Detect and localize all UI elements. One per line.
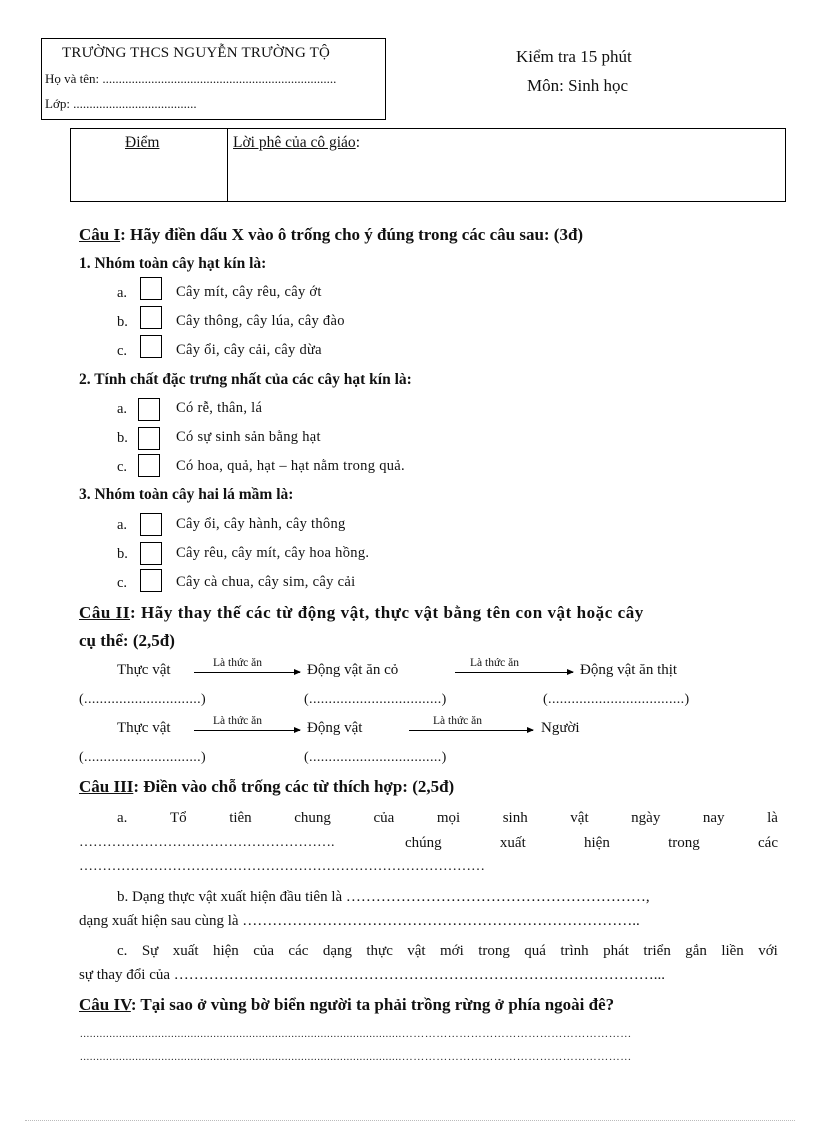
section-2-heading: Câu II: Hãy thay thế các từ động vật, thực vật bằng tên con vật hoặc cây [79, 603, 644, 622]
answer-blank[interactable]: (..................................) [304, 750, 447, 765]
option-text: Cây ổi, cây cải, cây dừa [176, 342, 322, 358]
score-label: Điểm [125, 134, 160, 151]
option-text: Cây thông, cây lúa, cây đào [176, 313, 345, 329]
option-text: Có hoa, quả, hạt – hạt nằm trong quả. [176, 458, 405, 474]
answer-blank[interactable]: (...................................) [543, 692, 690, 707]
arrow-label: Là thức ăn [213, 657, 263, 669]
answer-checkbox[interactable] [140, 277, 162, 300]
answer-blank[interactable]: (..................................) [304, 692, 447, 707]
option-text: Có rễ, thân, lá [176, 400, 263, 416]
answer-checkbox[interactable] [140, 542, 162, 565]
option-text: Có sự sinh sản bằng hạt [176, 429, 321, 445]
arrow-label: Là thức ăn [213, 715, 263, 727]
page-bottom-divider [25, 1120, 795, 1121]
option-letter: c. [117, 459, 128, 475]
chain-node: Người [541, 720, 580, 736]
arrow-icon [194, 730, 300, 731]
answer-line[interactable]: ...................................................................................................…………………………………………………… [80, 1051, 632, 1063]
answer-checkbox[interactable] [138, 454, 160, 477]
chain-node: Động vật ăn thịt [580, 662, 678, 678]
score-comment-table [70, 128, 786, 202]
chain-node: Thực vật [117, 662, 171, 678]
option-letter: a. [117, 401, 128, 417]
exam-title: Kiểm tra 15 phút [516, 47, 632, 66]
arrow-label: Là thức ăn [433, 715, 483, 727]
section-3c-line-cont[interactable]: sự thay đổi của ……………………………………………………………………………………... [79, 967, 666, 983]
answer-line[interactable]: ...................................................................................................…………………………………………………… [80, 1028, 632, 1040]
section-3c-line: c. Sự xuất hiện của các dạng thực vật mới trong quá trình phát triển gắn liền với [117, 943, 778, 959]
class-field[interactable]: Lớp: ...................................... [45, 96, 197, 111]
question-1-prompt: 1. Nhóm toàn cây hạt kín là: [79, 255, 267, 272]
question-3-prompt: 3. Nhóm toàn cây hai lá mầm là: [79, 486, 294, 503]
option-letter: c. [117, 343, 128, 359]
option-letter: a. [117, 517, 128, 533]
option-letter: c. [117, 575, 128, 591]
arrow-label: Là thức ăn [470, 657, 520, 669]
option-text: Cây rêu, cây mít, cây hoa hồng. [176, 545, 370, 561]
option-letter: a. [117, 285, 128, 301]
table-divider [227, 128, 228, 202]
answer-blank[interactable]: (..............................) [79, 750, 207, 765]
answer-blank[interactable]: …………………………………………………………………………… [79, 859, 485, 874]
section-3-heading: Câu III: Điền vào chỗ trống các từ thích hợp: (2,5đ) [79, 777, 455, 796]
section-3a-line: a. Tổ tiên chung của mọi sinh vật ngày nay là [117, 810, 778, 826]
answer-blank[interactable]: ………………………………………………. [79, 835, 335, 850]
answer-checkbox[interactable] [140, 513, 162, 536]
arrow-icon [194, 672, 300, 673]
answer-checkbox[interactable] [138, 427, 160, 450]
student-name-field[interactable]: Họ và tên: ........................................................................ [45, 71, 337, 86]
chain-node: Động vật ăn cỏ [307, 662, 399, 678]
arrow-icon [409, 730, 533, 731]
option-text: Cây ổi, cây hành, cây thông [176, 516, 346, 532]
section-3a-line-cont: chúng xuất hiện trong các [405, 835, 778, 851]
section-3b-line-cont[interactable]: dạng xuất hiện sau cùng là …………………………………………………………………….. [79, 913, 640, 929]
chain-node: Động vật [307, 720, 363, 736]
option-text: Cây cà chua, cây sim, cây cải [176, 574, 356, 590]
section-1-heading: Câu I: Hãy điền dấu X vào ô trống cho ý đúng trong các câu sau: (3đ) [79, 225, 584, 244]
section-2-heading-cont: cụ thể: (2,5đ) [79, 631, 175, 650]
chain-node: Thực vật [117, 720, 171, 736]
comment-label: Lời phê của cô giáo: [233, 134, 360, 151]
answer-checkbox[interactable] [140, 335, 162, 358]
option-letter: b. [117, 546, 128, 562]
exam-subject: Môn: Sinh học [527, 76, 629, 95]
section-4-heading: Câu IV: Tại sao ở vùng bờ biển người ta phải trồng rừng ở phía ngoài đê? [79, 995, 615, 1014]
option-letter: b. [117, 430, 128, 446]
option-text: Cây mít, cây rêu, cây ớt [176, 284, 322, 300]
arrow-icon [455, 672, 573, 673]
answer-blank[interactable]: (..............................) [79, 692, 207, 707]
school-name: TRƯỜNG THCS NGUYỄN TRƯỜNG TỘ [62, 45, 331, 61]
answer-checkbox[interactable] [140, 569, 162, 592]
question-2-prompt: 2. Tính chất đặc trưng nhất của các cây hạt kín là: [79, 371, 412, 388]
answer-checkbox[interactable] [138, 398, 160, 421]
answer-checkbox[interactable] [140, 306, 162, 329]
section-3b-line[interactable]: b. Dạng thực vật xuất hiện đầu tiên là ……………………………………………………, [117, 889, 650, 905]
option-letter: b. [117, 314, 128, 330]
